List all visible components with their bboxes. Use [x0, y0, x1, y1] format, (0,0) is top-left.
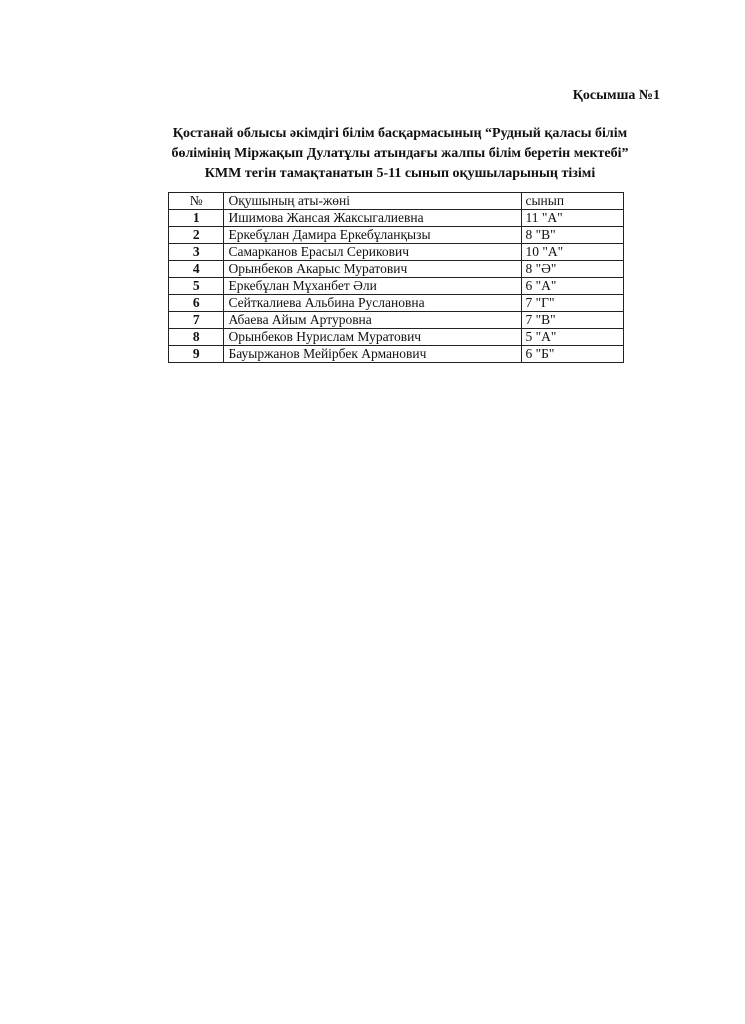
table-row — [169, 278, 624, 295]
row-class: 5 "А" — [521, 329, 624, 346]
row-class: 7 "Г" — [521, 295, 624, 312]
row-class: 6 "А" — [521, 278, 624, 295]
document-heading — [130, 124, 670, 184]
row-number: 8 — [169, 329, 224, 346]
row-name: Самарканов Ерасыл Серикович — [224, 244, 521, 261]
table-row — [169, 261, 624, 278]
row-number: 9 — [169, 346, 224, 363]
row-name: Орынбеков Акарыс Муратович — [224, 261, 521, 278]
row-class: 7 "В" — [521, 312, 624, 329]
row-name: Бауыржанов Мейірбек Арманович — [224, 346, 521, 363]
table-row — [169, 312, 624, 329]
table-row — [169, 295, 624, 312]
row-number: 7 — [169, 312, 224, 329]
table-row — [169, 210, 624, 227]
row-class: 10 "А" — [521, 244, 624, 261]
table-row — [169, 227, 624, 244]
heading-line-2: бөлімінің Міржақып Дулатұлы атындағы жалпы білім беретін мектебі” — [171, 146, 629, 161]
row-name: Абаева Айым Артуровна — [224, 312, 521, 329]
row-number: 2 — [169, 227, 224, 244]
row-number: 3 — [169, 244, 224, 261]
heading-line-1: Қостанай облысы әкімдігі білім басқармасының “Рудный қаласы білім — [172, 126, 628, 141]
table-row — [169, 329, 624, 346]
row-class: 6 "Б" — [521, 346, 624, 363]
students-table — [168, 192, 624, 363]
row-number: 1 — [169, 210, 224, 227]
row-number: 4 — [169, 261, 224, 278]
table-row — [169, 244, 624, 261]
row-name: Сейткалиева Альбина Руслановна — [224, 295, 521, 312]
row-class: 8 "Ә" — [521, 261, 624, 278]
row-number: 6 — [169, 295, 224, 312]
appendix-label: Қосымша №1 — [572, 88, 660, 103]
row-name: Еркебұлан Мұханбет Әли — [224, 278, 521, 295]
row-class: 8 "В" — [521, 227, 624, 244]
table-row — [169, 346, 624, 363]
row-name: Еркебұлан Дамира Еркебұланқызы — [224, 227, 521, 244]
header-class: сынып — [521, 193, 624, 210]
row-number: 5 — [169, 278, 224, 295]
header-name: Оқушының аты-жөні — [224, 193, 521, 210]
heading-line-3: КММ тегін тамақтанатын 5-11 сынып оқушыларының тізімі — [204, 166, 596, 181]
row-name: Орынбеков Нурислам Муратович — [224, 329, 521, 346]
table-header-row — [169, 193, 624, 210]
header-number: № — [169, 193, 224, 210]
row-class: 11 "А" — [521, 210, 624, 227]
row-name: Ишимова Жансая Жаксыгалиевна — [224, 210, 521, 227]
